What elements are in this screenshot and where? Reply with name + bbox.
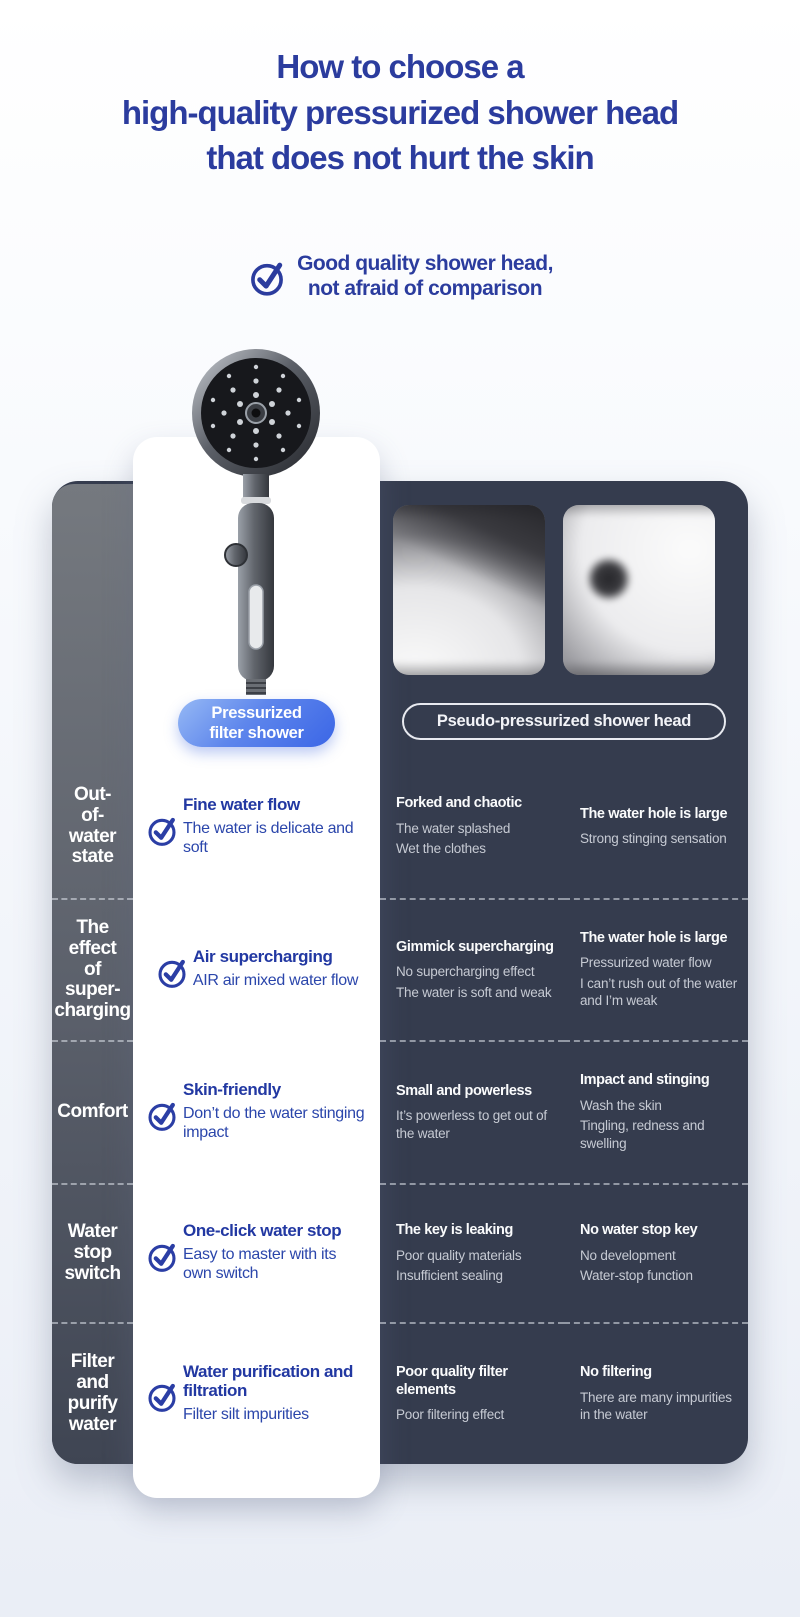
bad-feature-heading: The water hole is large bbox=[580, 929, 728, 946]
bad-feature-body: Pressurized water flow bbox=[580, 955, 712, 971]
row-label-supercharging-effect: The effect of super- charging bbox=[52, 898, 133, 1040]
title-line-3: that does not hurt the skin bbox=[206, 139, 594, 177]
good-cell bbox=[133, 1322, 380, 1464]
check-circle-icon bbox=[155, 955, 189, 989]
good-feature-body: Easy to master with its own switch bbox=[183, 1245, 337, 1283]
good-cell bbox=[133, 1183, 380, 1322]
bad-feature-body: No development bbox=[580, 1247, 676, 1263]
page-title bbox=[0, 44, 800, 181]
blurred-head-spray-image bbox=[563, 505, 715, 675]
good-feature-heading: Water purification and filtration bbox=[183, 1361, 354, 1401]
bad-feature-body: It’s powerless to get out of the water bbox=[396, 1108, 547, 1141]
bad-cell bbox=[380, 898, 564, 1040]
bad-cell bbox=[564, 1040, 748, 1183]
bad-cell bbox=[564, 1322, 748, 1464]
bad-feature-body: The water is soft and weak bbox=[396, 984, 552, 1000]
comparison-table bbox=[52, 755, 748, 1464]
check-circle-icon bbox=[145, 1098, 179, 1132]
good-feature-heading: One-click water stop bbox=[183, 1221, 342, 1241]
bad-cell bbox=[380, 755, 564, 898]
subtitle bbox=[0, 252, 800, 302]
bad-feature-heading: No water stop key bbox=[580, 1222, 698, 1239]
check-circle-icon bbox=[145, 1379, 179, 1413]
bad-feature-heading: Gimmick supercharging bbox=[396, 938, 554, 955]
good-cell bbox=[133, 755, 380, 898]
shower-head-product-image bbox=[191, 345, 321, 705]
blurred-spray-image bbox=[393, 505, 545, 675]
good-feature-body: AIR air mixed water flow bbox=[192, 972, 359, 990]
bad-cell bbox=[564, 755, 748, 898]
bad-badge-label: Pseudo-pressurized shower head bbox=[436, 712, 692, 730]
good-feature-heading: Air supercharging bbox=[192, 947, 333, 967]
subtitle-text bbox=[297, 252, 553, 302]
bad-feature-body: Strong stinging sensation bbox=[580, 830, 727, 846]
bad-feature-body: Tingling, redness and swelling bbox=[580, 1118, 705, 1151]
good-feature-body: The water is delicate and soft bbox=[183, 819, 354, 857]
bad-feature-body: No supercharging effect bbox=[396, 964, 535, 980]
bad-feature-heading: The water hole is large bbox=[580, 805, 728, 822]
good-badge-line-2: filter shower bbox=[209, 724, 304, 742]
bad-feature-body: Water-stop function bbox=[580, 1268, 693, 1284]
bad-feature-heading: Forked and chaotic bbox=[396, 795, 522, 812]
bad-feature-heading: Poor quality filter elements bbox=[396, 1364, 508, 1398]
bad-feature-body: Insufficient sealing bbox=[396, 1268, 503, 1284]
good-cell bbox=[133, 1040, 380, 1183]
bad-feature-body: Poor quality materials bbox=[396, 1247, 522, 1263]
check-circle-icon bbox=[247, 257, 287, 297]
title-line-1: How to choose a bbox=[276, 48, 524, 85]
bad-cell bbox=[564, 898, 748, 1040]
good-badge-line-1: Pressurized bbox=[211, 703, 302, 722]
subtitle-line-1: Good quality shower head, bbox=[297, 252, 553, 275]
bad-shower-photo-2 bbox=[563, 505, 715, 675]
bad-cell bbox=[380, 1040, 564, 1183]
bad-feature-body: I can’t rush out of the water and I’m weak bbox=[580, 975, 738, 1009]
bad-feature-heading: Small and powerless bbox=[396, 1082, 532, 1099]
title-line-2: high-quality pressurized shower head bbox=[121, 93, 679, 131]
good-feature-body: Filter silt impurities bbox=[183, 1405, 309, 1423]
bad-cell bbox=[380, 1183, 564, 1322]
bad-feature-body: Wet the clothes bbox=[396, 841, 486, 857]
check-circle-icon bbox=[145, 813, 179, 847]
bad-feature-body: There are many impurities in the water bbox=[580, 1389, 732, 1423]
row-label-filter-purify-water: Filter and purify water bbox=[52, 1322, 133, 1464]
bad-feature-heading: The key is leaking bbox=[396, 1222, 513, 1239]
bad-feature-heading: No filtering bbox=[580, 1364, 652, 1381]
check-circle-icon bbox=[145, 1239, 179, 1273]
bad-feature-body: The water splashed bbox=[396, 820, 511, 836]
good-product-badge bbox=[178, 699, 335, 747]
bad-feature-body: Poor filtering effect bbox=[396, 1407, 505, 1423]
good-feature-heading: Fine water flow bbox=[183, 795, 300, 815]
row-label-water-stop-switch: Water stop switch bbox=[52, 1183, 133, 1322]
bad-cell bbox=[380, 1322, 564, 1464]
subtitle-line-2: not afraid of comparison bbox=[307, 276, 543, 300]
bad-feature-heading: Impact and stinging bbox=[580, 1072, 710, 1089]
bad-feature-body: Wash the skin bbox=[580, 1097, 662, 1113]
bad-cell bbox=[564, 1183, 748, 1322]
good-feature-body: Don’t do the water stinging impact bbox=[183, 1104, 365, 1142]
good-feature-heading: Skin-friendly bbox=[183, 1080, 281, 1100]
good-cell bbox=[133, 898, 380, 1040]
row-label-out-of-water-state: Out- of- water state bbox=[68, 783, 117, 868]
row-label-comfort: Comfort bbox=[52, 1040, 133, 1183]
bad-shower-photo-1 bbox=[393, 505, 545, 675]
bad-product-badge bbox=[402, 703, 726, 740]
